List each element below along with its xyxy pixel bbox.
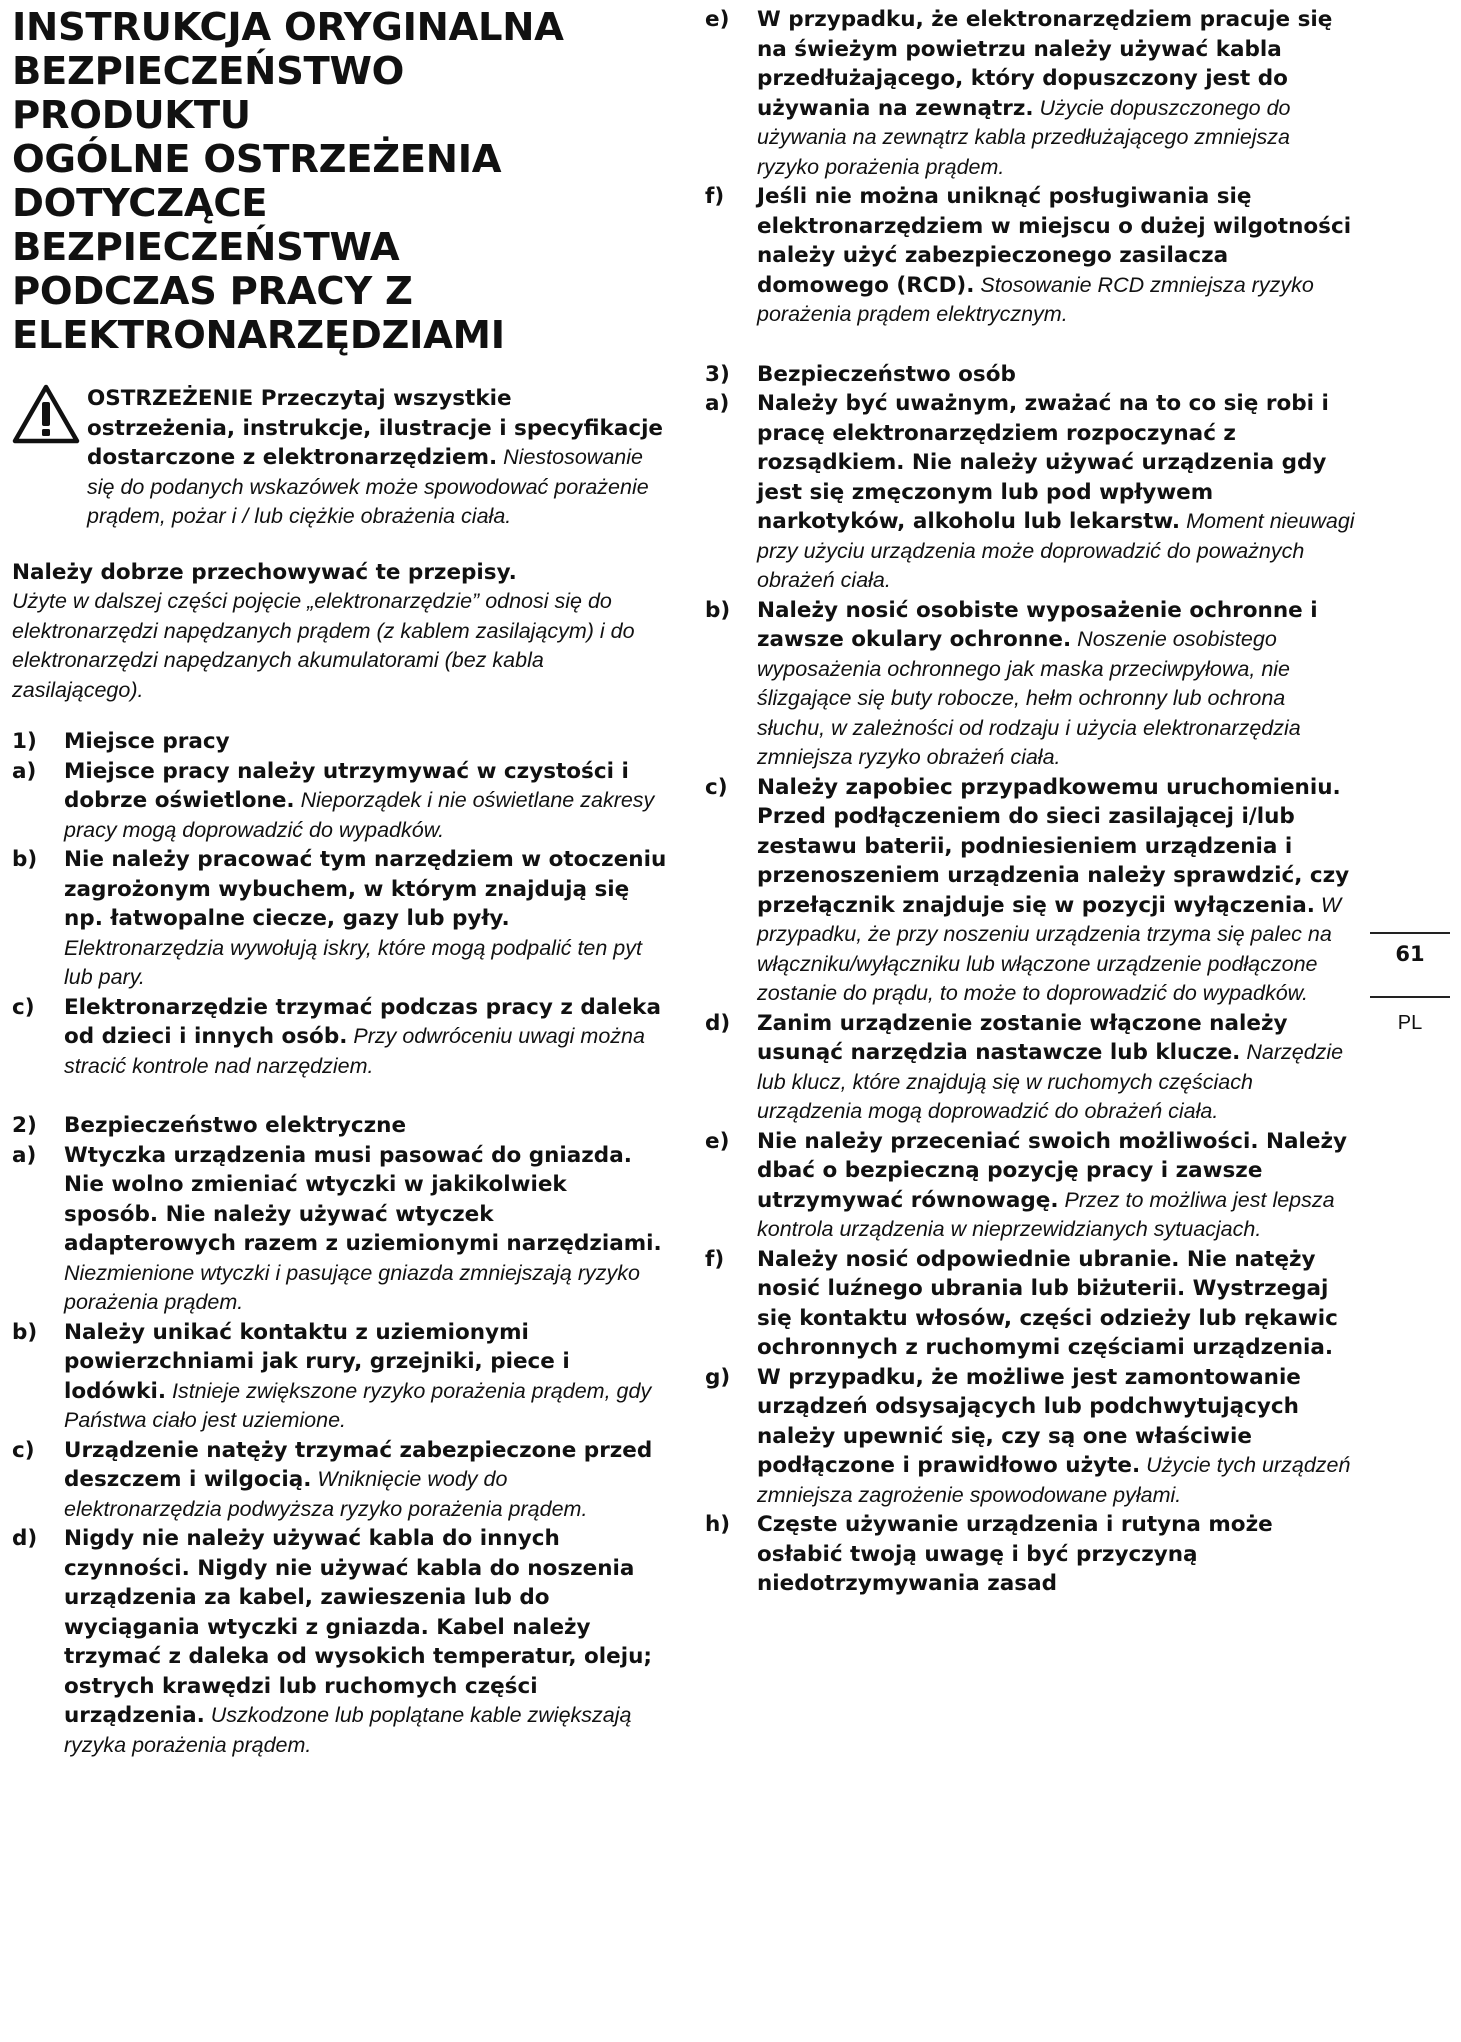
item-italic-text: Narzędzie lub klucz, które znajdują się w ruchomych częściach urządzenia mogą doprowadzić do obrażeń ciała.: [757, 1040, 1344, 1123]
section-electrical-safety-cont: [705, 5, 1355, 330]
list-item: [705, 389, 1355, 596]
list-item: [705, 1127, 1355, 1245]
section-title: Bezpieczeństwo elektryczne: [64, 1113, 407, 1138]
item-bold-text: W przypadku, że elektronarzędziem pracuje się na świeżym powietrzu należy używać kabla przedłużającego, który dopuszczony jest do używania na zewnątrz.: [757, 7, 1333, 121]
section-title: Bezpieczeństwo osób: [757, 361, 1016, 387]
item-bold-text: Należy być uważnym, zważać na to co się robi i pracę elektronarzędziem rozpoczynać z rozsądkiem. Nie należy używać urządzenia gdy jest się zmęczonym lub pod wpływem narkotyków, alkoholu lub lekarstw.: [757, 391, 1329, 534]
item-letter: d): [705, 1010, 731, 1036]
item-letter: a): [12, 1142, 37, 1168]
item-letter: d): [12, 1526, 38, 1551]
item-bold-text: Zanim urządzenie zostanie włączone należy usunąć narzędzia nastawcze lub klucze.: [757, 1010, 1288, 1065]
list-item: [12, 1141, 667, 1318]
item-italic-text: W przypadku, że przy noszeniu urządzenia trzyma się palec na włączniku/wyłączniku lub włączone urządzenie podłączone zostanie do prądu, to może to doprowadzić do wypadków.: [757, 892, 1342, 1005]
list-item: [705, 1510, 1355, 1599]
title-line: PRODUKTU: [12, 93, 251, 138]
item-italic-text: Istnieje zwiększone ryzyko porażenia prądem, gdy Państwa ciało jest uziemione.: [64, 1378, 652, 1432]
item-italic-text: Noszenie osobistego wyposażenia ochronnego jak maska przeciwpyłowa, nie ślizgające się buty robocze, hełm ochronny lub ochrona słuchu, w zależności od rodzaju i użycia elektronarzędzia zmniejsza ryzyko obrażeń ciała.: [757, 627, 1301, 769]
list-item: [705, 5, 1355, 182]
document-title: [12, 6, 667, 358]
section-number: 1): [12, 729, 37, 754]
page-number-rule-bottom: [1370, 996, 1450, 998]
warning-italic-text: Niestosowanie się do podanych wskazówek może spowodować porażenie prądem, pożar i / lub ciężkie obrażenia ciała.: [87, 445, 649, 528]
item-bold-text: Urządzenie natęży trzymać zabezpieczone przed deszczem i wilgocią.: [64, 1437, 653, 1492]
list-item: [12, 1318, 667, 1436]
item-italic-text: Moment nieuwagi przy użyciu urządzenia może doprowadzić do poważnych obrażeń ciała.: [757, 509, 1355, 592]
page-number-rule-top: [1370, 932, 1450, 934]
item-italic-text: Przez to możliwa jest lepsza kontrola urządzenia w nieprzewidzianych sytuacjach.: [757, 1187, 1335, 1241]
section-number: 3): [705, 361, 730, 387]
keep-italic-text: Użyte w dalszej części pojęcie „elektronarzędzie” odnosi się do elektronarzędzi napędzanych prądem (z kablem zasilającym) i do elektronarzędzi napędzanych akumulatorami (bez kabla zasilającego).: [12, 589, 635, 702]
list-item: [12, 993, 667, 1082]
list-item: [705, 596, 1355, 773]
item-letter: c): [12, 994, 35, 1020]
item-italic-text: Przy odwróceniu uwagi można stracić kontrole nad narzędziem.: [64, 1024, 645, 1078]
title-line: INSTRUKCJA ORYGINALNA: [12, 5, 564, 50]
item-italic-text: Wniknięcie wody do elektronarzędzia podwyższa ryzyko porażenia prądem.: [64, 1467, 588, 1521]
list-item: [12, 757, 667, 846]
title-line: PODCZAS PRACY Z: [12, 269, 413, 314]
section-electrical-safety: [12, 1111, 667, 1760]
list-item: [12, 1436, 667, 1525]
item-bold-text: Miejsce pracy należy utrzymywać w czystości i dobrze oświetlone.: [64, 758, 629, 813]
warning-bold-text: OSTRZEŻENIE Przeczytaj wszystkie ostrzeżenia, instrukcje, ilustracje i specyfikacje dostarczone z elektronarzędziem.: [87, 386, 664, 470]
item-bold-text: Należy zapobiec przypadkowemu uruchomieniu. Przed podłączeniem do sieci zasilającej i/lub zestawu baterii, podniesieniem urządzenia i przenoszeniem urządzenia należy sprawdzić, czy przełącznik znajduje się w pozycji wyłączenia.: [757, 774, 1350, 918]
item-italic-text: Stosowanie RCD zmniejsza ryzyko porażenia prądem elektrycznym.: [757, 272, 1314, 326]
title-line: BEZPIECZEŃSTWA: [12, 225, 400, 270]
item-bold-text: Nie należy przeceniać swoich możliwości. Należy dbać o bezpieczną pozycję pracy i zawsze utrzymywać równowagę.: [757, 1128, 1347, 1213]
list-item: [705, 1363, 1355, 1511]
warning-triangle-icon: [12, 384, 80, 444]
warning-block: [12, 384, 667, 532]
item-italic-text: Elektronarzędzia wywołują iskry, które mogą podpalić ten pyt lub pary.: [64, 935, 642, 989]
item-bold-text: Wtyczka urządzenia musi pasować do gniazda. Nie wolno zmieniać wtyczki w jakikolwiek sposób. Nie należy używać wtyczek adapterowych razem z uziemionymi narzędziami.: [64, 1142, 662, 1256]
item-italic-text: Użycie tych urządzeń zmniejsza zagrożenie spowodowane pyłami.: [757, 1453, 1351, 1507]
section-personal-safety: [705, 360, 1355, 1599]
item-letter: g): [705, 1364, 731, 1390]
item-italic-text: Nieporządek i nie oświetlane zakresy pracy mogą doprowadzić do wypadków.: [64, 788, 655, 842]
list-item: [12, 1524, 667, 1760]
keep-bold-text: Należy dobrze przechowywać te przepisy.: [12, 559, 517, 585]
item-letter: a): [12, 758, 37, 784]
item-bold-text: Elektronarzędzie trzymać podczas pracy z daleka od dzieci i innych osób.: [64, 994, 661, 1049]
item-bold-text: Częste używanie urządzenia i rutyna może osłabić twoją uwagę i być przyczyną niedotrzymywania zasad: [757, 1512, 1273, 1596]
item-italic-text: Uszkodzone lub poplątane kable zwiększają ryzyka porażenia prądem.: [64, 1703, 632, 1757]
title-line: DOTYCZĄCE: [12, 181, 268, 226]
item-letter: f): [705, 184, 725, 209]
list-item: [12, 845, 667, 993]
item-letter: h): [705, 1512, 731, 1537]
item-italic-text: Użycie dopuszczonego do używania na zewnątrz kabla przedłużającego zmniejsza ryzyko porażenia prądem.: [757, 95, 1291, 179]
item-bold-text: Należy nosić osobiste wyposażenie ochronne i zawsze okulary ochronne.: [757, 597, 1318, 652]
section-number: 2): [12, 1113, 37, 1138]
keep-instructions: [12, 558, 667, 706]
page-number: 61: [1395, 942, 1425, 966]
list-item: [705, 1245, 1355, 1363]
item-italic-text: Niezmienione wtyczki i pasujące gniazda zmniejszają ryzyko porażenia prądem.: [64, 1260, 640, 1314]
section-work-area: [12, 727, 667, 1081]
left-column: [12, 0, 667, 1760]
item-letter: b): [12, 847, 38, 872]
item-letter: c): [12, 1437, 35, 1463]
item-letter: b): [12, 1319, 38, 1345]
list-item: [705, 182, 1355, 330]
item-bold-text: Nigdy nie należy używać kabla do innych czynności. Nigdy nie używać kabla do noszenia urządzenia za kabel, zawieszenia lub do wyciągania wtyczki z gniazda. Kabel należy trzymać z daleka od wysokich temperatur, oleju; ostrych krawędzi lub ruchomych części urządzenia.: [64, 1526, 653, 1728]
right-column: [705, 0, 1355, 1599]
item-letter: a): [705, 391, 730, 416]
item-bold-text: Należy nosić odpowiednie ubranie. Nie natęży nosić luźnego ubrania lub biżuterii. Wystrzegaj się kontaktu włosów, części odzieży lub rękawic ochronnych z ruchomymi częściami urządzenia.: [757, 1246, 1338, 1360]
item-letter: e): [705, 7, 730, 32]
item-bold-text: Nie należy pracować tym narzędziem w otoczeniu zagrożonym wybuchem, w którym znajdują się np. łatwopalne ciecze, gazy lub pyły.: [64, 847, 667, 931]
title-line: OGÓLNE OSTRZEŻENIA: [12, 137, 502, 182]
title-line: BEZPIECZEŃSTWO: [12, 49, 405, 94]
item-letter: f): [705, 1246, 725, 1272]
item-letter: e): [705, 1128, 730, 1154]
list-item: [705, 773, 1355, 1009]
language-code: PL: [1397, 1012, 1423, 1034]
title-line: ELEKTRONARZĘDZIAMI: [12, 313, 505, 358]
section-title: Miejsce pracy: [64, 729, 230, 754]
item-bold-text: Jeśli nie można uniknąć posługiwania się elektronarzędziem w miejscu o dużej wilgotności należy użyć zabezpieczonego zasilacza domowego (RCD).: [757, 184, 1352, 298]
item-bold-text: Należy unikać kontaktu z uziemionymi powierzchniami jak rury, grzejniki, piece i lodówki.: [64, 1319, 570, 1404]
item-letter: b): [705, 597, 731, 623]
list-item: [705, 1009, 1355, 1127]
item-letter: c): [705, 774, 728, 800]
item-bold-text: W przypadku, że możliwe jest zamontowanie urządzeń odsysających lub podchwytujących należy upewnić się, czy są one właściwie podłączone i prawidłowo użyte.: [757, 1364, 1301, 1478]
